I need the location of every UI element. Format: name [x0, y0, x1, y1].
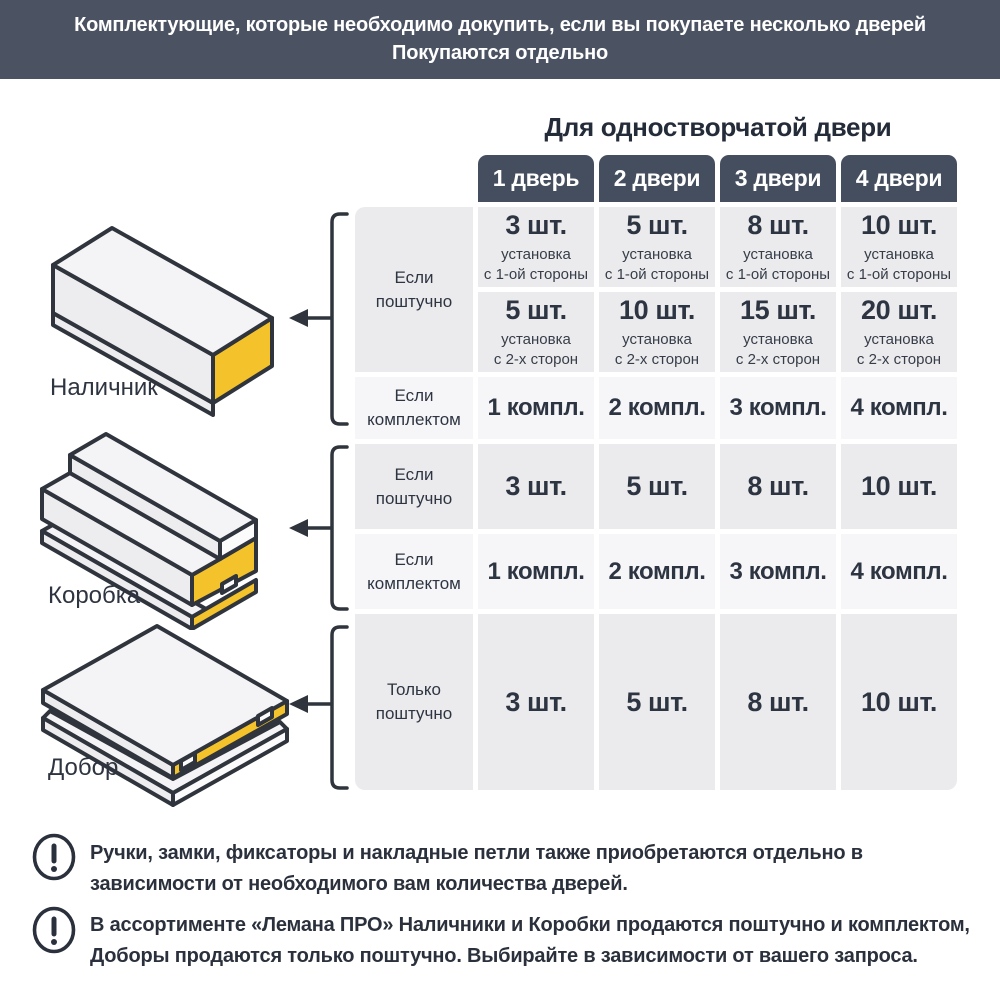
- qty-value: 20 шт.: [861, 294, 937, 325]
- table-cell: [478, 207, 594, 287]
- dobor-illustration: [25, 618, 310, 813]
- bracket-arrow-dobor: [283, 623, 349, 795]
- row-label-korobka-pieces: Если поштучно: [355, 444, 473, 529]
- qty-value: 5 шт.: [505, 294, 567, 325]
- qty-note-line-1: установка: [864, 245, 934, 263]
- table-cell: 3 компл.: [720, 534, 836, 609]
- qty-note: [847, 245, 951, 285]
- nalichnik-label: Наличник: [50, 374, 158, 401]
- table-cell: 5 шт.: [599, 614, 715, 790]
- column-header-2-doors: 2 двери: [599, 155, 715, 202]
- table-cell: 10 шт.: [841, 614, 957, 790]
- table-cell: 1 компл.: [478, 534, 594, 609]
- qty-value: 15 шт.: [740, 294, 816, 325]
- qty-note: [605, 245, 709, 285]
- table-cell: 5 шт.: [599, 444, 715, 529]
- qty-note: [615, 330, 699, 370]
- qty-value: 10 шт.: [861, 209, 937, 240]
- qty-note: [726, 245, 830, 285]
- bracket-arrow-korobka: [283, 443, 349, 615]
- qty-note: [484, 245, 588, 285]
- table-cell: 2 компл.: [599, 534, 715, 609]
- footnote-1: Ручки, замки, фиксаторы и накладные петли также приобретаются отдельно в зависимости от необходимого вам количества дверей.: [90, 842, 863, 895]
- table-cell: 2 компл.: [599, 377, 715, 439]
- exclamation-icon: [31, 833, 77, 881]
- table-cell: [720, 292, 836, 372]
- qty-value: 10 шт.: [619, 294, 695, 325]
- column-header-1-door: 1 дверь: [478, 155, 594, 202]
- column-header-4-doors: 4 двери: [841, 155, 957, 202]
- qty-note-line-1: установка: [501, 245, 571, 263]
- qty-value: 3 шт.: [505, 209, 567, 240]
- qty-note: [857, 330, 941, 370]
- table-cell: 8 шт.: [720, 614, 836, 790]
- qty-note: [494, 330, 578, 370]
- table-cell: 8 шт.: [720, 444, 836, 529]
- table-cell: 4 компл.: [841, 534, 957, 609]
- korobka-label: Коробка: [48, 582, 141, 609]
- qty-note: [736, 330, 820, 370]
- section-title: Для одностворчатой двери: [544, 112, 892, 142]
- qty-note-line-1: установка: [864, 330, 934, 348]
- table-cell: 3 шт.: [478, 614, 594, 790]
- qty-note-line-1: установка: [743, 330, 813, 348]
- table-cell: 1 компл.: [478, 377, 594, 439]
- row-label-nalichnik-pieces: Если поштучно: [355, 207, 473, 372]
- qty-value: 5 шт.: [626, 209, 688, 240]
- exclamation-icon: [31, 906, 77, 954]
- column-header-3-doors: 3 двери: [720, 155, 836, 202]
- qty-note-line-1: установка: [501, 330, 571, 348]
- banner-line-1: Комплектующие, которые необходимо докупить, если вы покупаете несколько дверей: [74, 14, 926, 36]
- doors-table: [355, 155, 957, 790]
- qty-note-line-1: установка: [622, 245, 692, 263]
- qty-note-line-2: с 2-х сторон: [735, 350, 821, 368]
- qty-note-line-2: с 2-х сторон: [493, 350, 579, 368]
- table-cell: [599, 292, 715, 372]
- row-label-nalichnik-set: Если комплектом: [355, 377, 473, 439]
- table-cell: 3 компл.: [720, 377, 836, 439]
- table-cell: [599, 207, 715, 287]
- qty-note-line-2: с 2-х сторон: [856, 350, 942, 368]
- footnote-2: В ассортименте «Лемана ПРО» Наличники и Коробки продаются поштучно и комплектом, Доборы продаются только поштучно. Выбирайте в зависимости от вашего запроса.: [90, 914, 970, 967]
- table-cell: [720, 207, 836, 287]
- qty-note-line-2: с 1-ой стороны: [846, 265, 952, 283]
- bracket-arrow-nalichnik: [283, 210, 349, 430]
- row-label-korobka-set: Если комплектом: [355, 534, 473, 609]
- top-banner: [0, 0, 1000, 79]
- qty-note-line-2: с 2-х сторон: [614, 350, 700, 368]
- qty-note-line-1: установка: [743, 245, 813, 263]
- qty-note-line-1: установка: [622, 330, 692, 348]
- table-cell: [841, 292, 957, 372]
- qty-note-line-2: с 1-ой стороны: [483, 265, 589, 283]
- table-cell: 4 компл.: [841, 377, 957, 439]
- table-cell: [478, 292, 594, 372]
- dobor-label: Добор: [48, 754, 119, 781]
- row-label-dobor-pieces: Только поштучно: [355, 614, 473, 790]
- qty-note-line-2: с 1-ой стороны: [604, 265, 710, 283]
- qty-value: 8 шт.: [747, 209, 809, 240]
- qty-note-line-2: с 1-ой стороны: [725, 265, 831, 283]
- table-cell: 10 шт.: [841, 444, 957, 529]
- table-cell: 3 шт.: [478, 444, 594, 529]
- banner-line-2: Покупаются отдельно: [392, 42, 608, 64]
- table-cell: [841, 207, 957, 287]
